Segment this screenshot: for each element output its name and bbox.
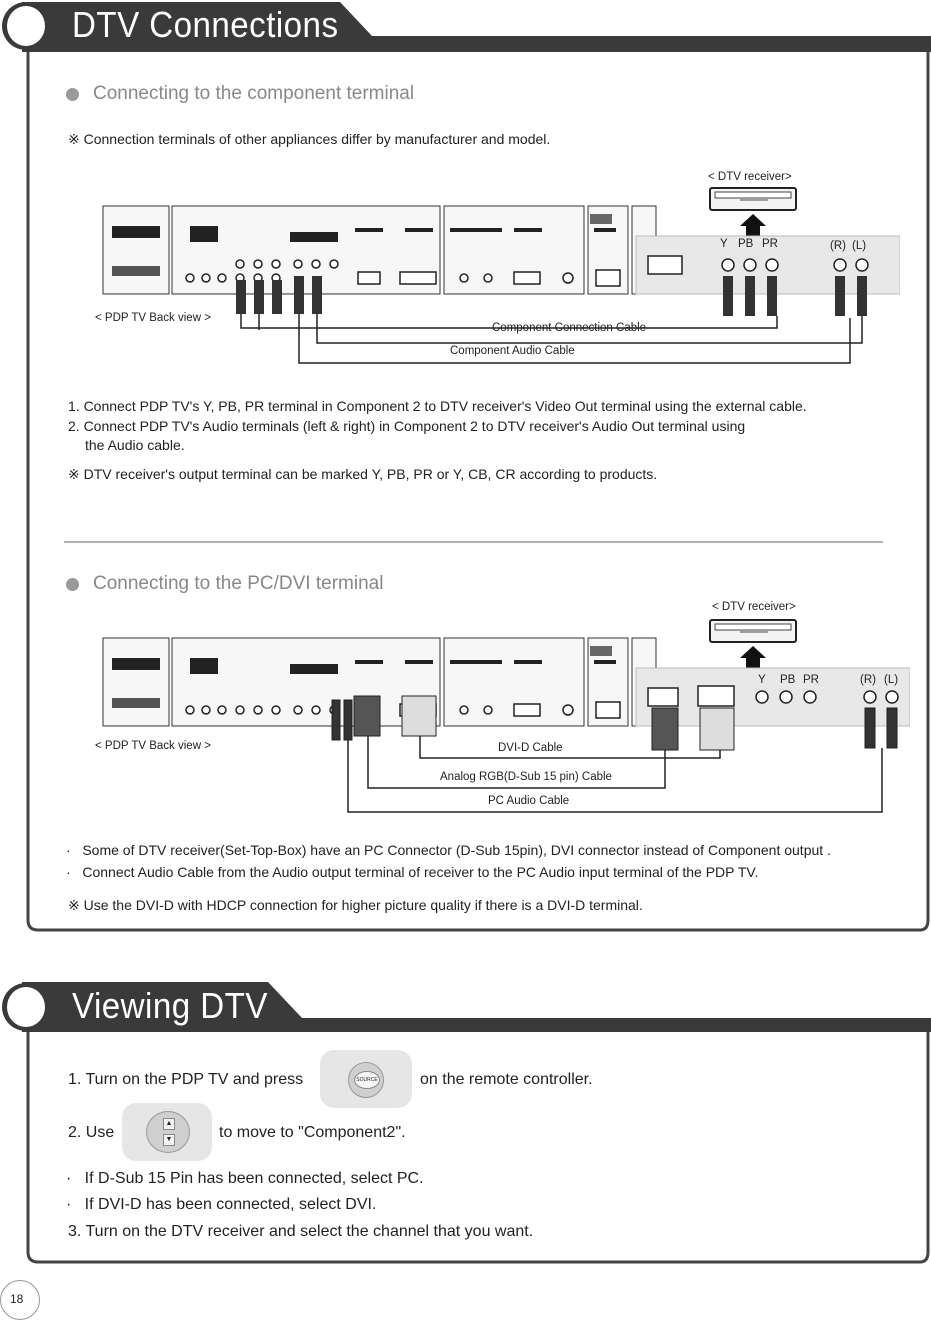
- pc-audio-cable-label: PC Audio Cable: [488, 795, 570, 807]
- viewing-bullet-2: · If DVI-D has been connected, select DVI.: [66, 1196, 377, 1213]
- port-label-r: (R): [830, 240, 846, 252]
- up-arrow-icon[interactable]: ▲: [163, 1118, 175, 1130]
- port-label-y-2: Y: [758, 674, 766, 686]
- dvi-cable-label: DVI-D Cable: [498, 742, 563, 754]
- up-down-pad: [146, 1111, 190, 1153]
- port-label-pb: PB: [738, 238, 754, 250]
- component-heading: Connecting to the component terminal: [93, 83, 415, 104]
- heading-bullet: [66, 88, 79, 101]
- port-label-pr: PR: [762, 238, 778, 250]
- component-note-2: ※ DTV receiver's output terminal can be marked Y, PB, PR or Y, CB, CR according to products.: [68, 466, 658, 482]
- port-label-r-2: (R): [860, 674, 876, 686]
- section-title-viewing-dtv: Viewing DTV: [72, 985, 268, 1026]
- rgb-cable-label: Analog RGB(D-Sub 15 pin) Cable: [440, 771, 612, 783]
- component-step-2: 2. Connect PDP TV's Audio terminals (left & right) in Component 2 to DTV receiver's Audio Out terminal using: [68, 418, 746, 434]
- pdp-back-label-2: < PDP TV Back view >: [95, 740, 211, 752]
- pcdvi-bullet-2: · Connect Audio Cable from the Audio output terminal of receiver to the PC Audio input terminal of the PDP TV.: [66, 864, 759, 880]
- port-label-pr-2: PR: [803, 674, 819, 686]
- viewing-bullet-1: · If D-Sub 15 Pin has been connected, select PC.: [66, 1170, 424, 1187]
- up-down-button[interactable]: [122, 1103, 212, 1161]
- viewing-step-1: 1. Turn on the PDP TV and press: [68, 1071, 304, 1088]
- component-note: ※ Connection terminals of other appliances differ by manufacturer and model.: [68, 131, 551, 147]
- pdp-back-label: < PDP TV Back view >: [95, 312, 211, 324]
- source-button[interactable]: [320, 1050, 412, 1108]
- port-label-l: (L): [852, 240, 867, 252]
- component-step-1: 1. Connect PDP TV's Y, PB, PR terminal in Component 2 to DTV receiver's Video Out terminal using the external cable.: [68, 398, 807, 414]
- port-label-pb-2: PB: [780, 674, 796, 686]
- dtv-receiver-icon: [710, 188, 796, 210]
- pcdvi-note: ※ Use the DVI-D with HDCP connection for higher picture quality if there is a DVI-D terminal.: [68, 897, 643, 913]
- audio-cable-label: Component Audio Cable: [450, 345, 575, 357]
- page-number-badge: [0, 1280, 40, 1320]
- pcdvi-bullet-1: · Some of DTV receiver(Set-Top-Box) have an PC Connector (D-Sub 15pin), DVI connector instead of Component output .: [66, 842, 831, 858]
- component-connection-diagram: [100, 168, 900, 368]
- port-label-l-2: (L): [884, 674, 899, 686]
- component-step-2-cont: the Audio cable.: [85, 437, 185, 453]
- dtv-receiver-label-2: < DTV receiver>: [712, 601, 796, 613]
- viewing-step-1-post: on the remote controller.: [420, 1071, 593, 1088]
- component-cable-label: Component Connection Cable: [492, 322, 647, 334]
- source-label: SOURCE: [354, 1071, 380, 1089]
- down-arrow-icon[interactable]: ▼: [163, 1134, 175, 1146]
- port-label-y: Y: [720, 238, 728, 250]
- viewing-step-3: 3. Turn on the DTV receiver and select the channel that you want.: [68, 1223, 534, 1240]
- viewing-step-2-post: to move to "Component2".: [219, 1124, 406, 1141]
- dtv-receiver-label: < DTV receiver>: [708, 171, 792, 183]
- page-number: 18: [10, 1292, 24, 1306]
- pcdvi-heading: Connecting to the PC/DVI terminal: [93, 573, 384, 594]
- section-title-dtv-connections: DTV Connections: [72, 4, 339, 45]
- heading-bullet: [66, 578, 79, 591]
- viewing-step-2: 2. Use: [68, 1124, 115, 1141]
- dtv-receiver-icon: [710, 620, 796, 642]
- source-button-cap: [348, 1062, 384, 1098]
